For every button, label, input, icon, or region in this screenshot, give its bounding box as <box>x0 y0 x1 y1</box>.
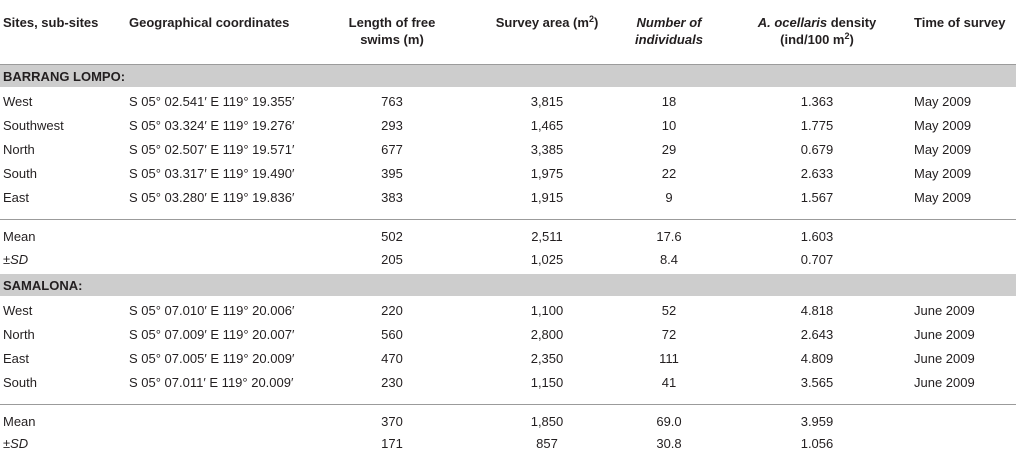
header-density-species: A. ocellaris <box>757 15 828 30</box>
header-number-line2: individuals <box>635 32 703 47</box>
section-header <box>0 274 1016 296</box>
cell-site: East <box>3 350 30 366</box>
header-length <box>333 0 451 72</box>
cell-coords: S 05° 03.317′ E 119° 19.490′ <box>129 165 295 181</box>
cell-length: 370 <box>381 413 403 429</box>
cell-density: 2.633 <box>800 165 834 181</box>
cell-number: 9 <box>665 189 673 205</box>
cell-density: 4.809 <box>800 350 834 366</box>
divider <box>0 219 1016 220</box>
cell-length: 220 <box>381 302 403 318</box>
cell-area: 1,025 <box>530 251 564 267</box>
cell-number: 111 <box>659 350 679 366</box>
cell-number: 30.8 <box>656 435 682 451</box>
table-row <box>0 185 1016 209</box>
cell-stat-label <box>3 247 123 271</box>
cell-area: 1,850 <box>530 413 564 429</box>
cell-stat-label: Mean <box>3 228 36 244</box>
cell-site: Southwest <box>3 117 64 133</box>
cell-density: 4.818 <box>800 302 834 318</box>
header-number <box>605 0 733 72</box>
cell-density: 1.363 <box>800 93 834 109</box>
cell-stat-label <box>3 432 123 454</box>
cell-length: 560 <box>381 326 403 342</box>
header-density-word: density <box>827 15 877 30</box>
header-density-line2 <box>780 31 854 48</box>
cell-length: 293 <box>381 117 403 133</box>
cell-area: 3,385 <box>530 141 564 157</box>
cell-number: 18 <box>661 93 677 109</box>
cell-area: 3,815 <box>530 93 564 109</box>
cell-site: East <box>3 189 30 205</box>
mean-row <box>0 224 1016 248</box>
header-area-sup: 2 <box>588 14 594 24</box>
cell-time: May 2009 <box>914 189 972 205</box>
sd-label: SD <box>10 435 29 451</box>
table-row <box>0 298 1016 322</box>
cell-length: 395 <box>381 165 403 181</box>
sd-row <box>0 247 1016 271</box>
cell-site: West <box>3 93 33 109</box>
header-area-end: ) <box>593 15 599 30</box>
cell-time: June 2009 <box>914 350 975 366</box>
table-row <box>0 370 1016 394</box>
cell-site: North <box>3 141 35 157</box>
cell-number: 69.0 <box>656 413 682 429</box>
cell-area: 1,150 <box>530 374 564 390</box>
cell-coords: S 05° 07.009′ E 119° 20.007′ <box>129 326 295 342</box>
cell-stat-label: Mean <box>3 413 36 429</box>
cell-time: May 2009 <box>914 93 972 109</box>
cell-density: 0.679 <box>800 141 834 157</box>
cell-length: 763 <box>381 93 403 109</box>
section-header <box>0 65 1016 87</box>
header-density-unit: (ind/100 m <box>780 32 845 47</box>
cell-length: 383 <box>381 189 403 205</box>
cell-time: May 2009 <box>914 117 972 133</box>
cell-length: 677 <box>381 141 403 157</box>
cell-site: South <box>3 374 37 390</box>
cell-coords: S 05° 03.324′ E 119° 19.276′ <box>129 117 295 133</box>
header-coordinates: Geographical coordinates <box>129 15 290 30</box>
header-density-end: ) <box>849 32 854 47</box>
cell-coords: S 05° 07.011′ E 119° 20.009′ <box>129 374 294 390</box>
cell-area: 1,975 <box>530 165 564 181</box>
header-survey-area-text <box>496 14 599 31</box>
table-row <box>0 113 1016 137</box>
cell-time: May 2009 <box>914 141 972 157</box>
cell-time: June 2009 <box>914 326 975 342</box>
cell-coords: S 05° 07.005′ E 119° 20.009′ <box>129 350 295 366</box>
cell-area: 857 <box>536 435 558 451</box>
cell-coords: S 05° 02.507′ E 119° 19.571′ <box>129 141 295 157</box>
cell-density: 1.567 <box>800 189 834 205</box>
cell-area: 1,465 <box>530 117 564 133</box>
table-row <box>0 161 1016 185</box>
table-row <box>0 89 1016 113</box>
cell-number: 72 <box>661 326 677 342</box>
cell-density: 1.775 <box>800 117 834 133</box>
header-length-line1: Length of free <box>348 15 436 30</box>
cell-number: 17.6 <box>656 228 682 244</box>
table-row <box>0 346 1016 370</box>
table-header <box>0 0 1016 58</box>
cell-area: 2,511 <box>531 228 563 244</box>
mean-row <box>0 410 1016 432</box>
header-density-sup: 2 <box>844 31 850 41</box>
plus-minus: ± <box>3 251 11 267</box>
header-number-line1: Number of <box>636 15 702 30</box>
sd-label: SD <box>10 251 29 267</box>
cell-area: 2,350 <box>530 350 564 366</box>
cell-length: 502 <box>381 228 403 244</box>
cell-density: 2.643 <box>800 326 834 342</box>
cell-time: May 2009 <box>914 165 972 181</box>
cell-site: North <box>3 326 35 342</box>
cell-density: 0.707 <box>800 251 834 267</box>
cell-area: 1,915 <box>530 189 564 205</box>
table-row <box>0 137 1016 161</box>
cell-number: 10 <box>661 117 677 133</box>
cell-time: June 2009 <box>914 374 975 390</box>
cell-number: 22 <box>661 165 677 181</box>
cell-area: 1,100 <box>530 302 564 318</box>
cell-time: June 2009 <box>914 302 975 318</box>
cell-length: 470 <box>381 350 403 366</box>
cell-number: 29 <box>661 141 677 157</box>
cell-length: 230 <box>381 374 403 390</box>
cell-length: 171 <box>381 435 403 451</box>
section-title: BARRANG LOMPO: <box>3 68 126 84</box>
cell-length: 205 <box>381 251 403 267</box>
cell-number: 41 <box>661 374 677 390</box>
header-density <box>732 0 902 72</box>
cell-coords: S 05° 02.541′ E 119° 19.355′ <box>129 93 295 109</box>
cell-density: 1.056 <box>800 435 834 451</box>
cell-number: 8.4 <box>659 251 679 267</box>
cell-site: South <box>3 165 37 181</box>
cell-area: 2,800 <box>530 326 564 342</box>
header-time: Time of survey <box>914 15 1006 30</box>
header-sites: Sites, sub-sites <box>3 15 99 30</box>
section-title: SAMALONA: <box>3 277 83 293</box>
cell-coords: S 05° 03.280′ E 119° 19.836′ <box>129 189 295 205</box>
header-length-line2: swims (m) <box>360 32 424 47</box>
cell-density: 3.565 <box>800 374 834 390</box>
header-area-label: Survey area (m <box>495 15 589 30</box>
cell-density: 3.959 <box>800 413 834 429</box>
cell-density: 1.603 <box>800 228 834 244</box>
cell-number: 52 <box>661 302 677 318</box>
header-density-line1 <box>758 14 877 31</box>
table-row <box>0 322 1016 346</box>
cell-site: West <box>3 302 33 318</box>
sd-row <box>0 432 1016 454</box>
cell-coords: S 05° 07.010′ E 119° 20.006′ <box>129 302 295 318</box>
plus-minus: ± <box>3 435 11 451</box>
divider <box>0 404 1016 405</box>
